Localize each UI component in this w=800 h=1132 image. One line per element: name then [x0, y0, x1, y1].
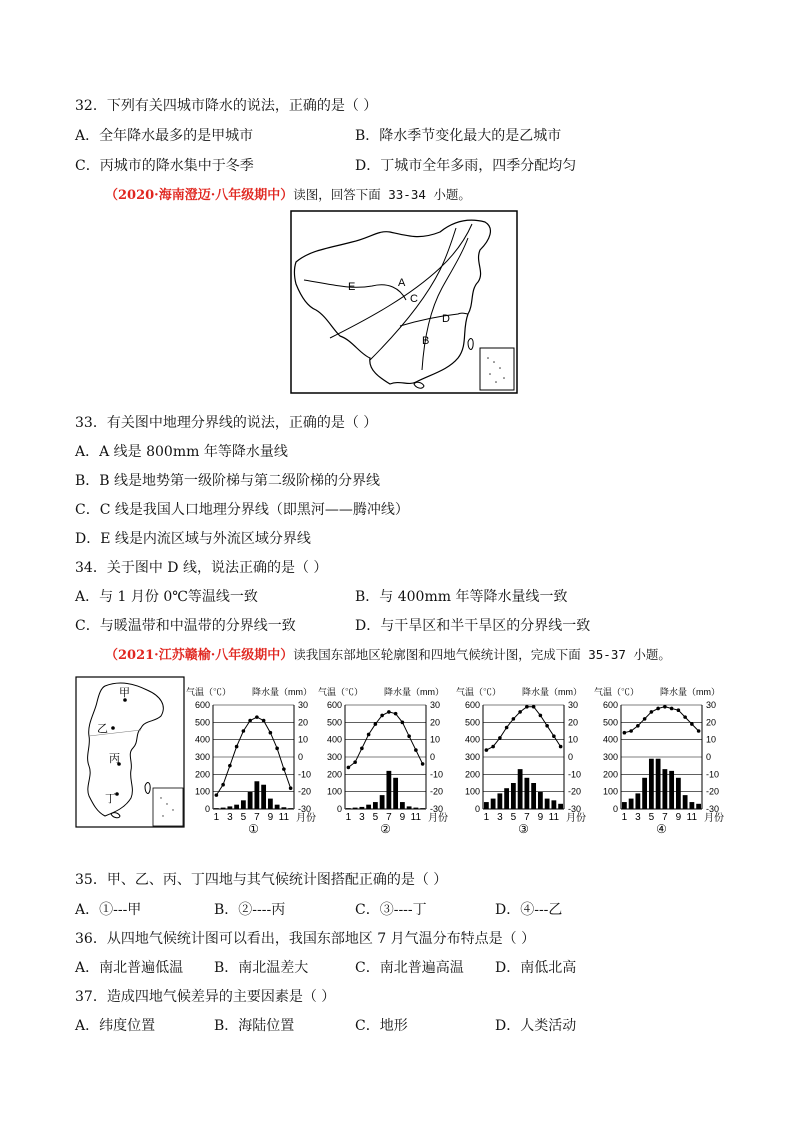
precip-tick-label: 300 [464, 752, 480, 762]
temp-tick-label: 10 [298, 734, 309, 745]
temp-point [539, 714, 543, 718]
precip-tick-label: 200 [464, 769, 480, 780]
precip-tick-label: 300 [194, 752, 210, 762]
temp-tick-label: 10 [568, 734, 579, 745]
precip-bar [622, 802, 627, 809]
precip-bar [545, 799, 550, 809]
temp-point [414, 748, 418, 752]
month-tick-label: 11 [548, 812, 560, 823]
map2-inset [153, 788, 183, 826]
temp-tick-label: 10 [430, 734, 441, 745]
precip-bar [380, 795, 385, 809]
precip-tick-label: 400 [602, 734, 618, 745]
precip-bar [288, 808, 293, 809]
temp-point [512, 717, 516, 721]
temp-point [656, 707, 660, 711]
precip-bar [234, 805, 239, 809]
month-tick-label: 9 [267, 812, 274, 823]
month-tick-label: 11 [410, 812, 422, 823]
month-axis-unit: 月份 [566, 813, 586, 824]
precip-bar [669, 771, 674, 809]
q35-option-d[interactable]: D．④---乙 [495, 902, 563, 918]
precip-bar [373, 802, 378, 809]
precip-tick-label: 200 [326, 769, 342, 780]
temp-point [498, 736, 502, 740]
temp-tick-label: -20 [706, 786, 720, 797]
temp-tick-label: -20 [430, 786, 444, 797]
precip-bar [504, 788, 509, 809]
q32-option-c[interactable]: C．丙城市的降水集中于冬季 [75, 158, 254, 174]
q33-option-d[interactable]: D．E 线是内流区域与外流区域分界线 [75, 531, 311, 547]
climate-chart-svg-1 [186, 683, 316, 843]
temp-tick-label: 30 [298, 700, 309, 710]
precip-bar [629, 799, 634, 809]
temp-point [683, 715, 687, 719]
q35-option-a[interactable]: A．①---甲 [75, 902, 142, 918]
month-tick-label: 7 [662, 812, 668, 823]
temp-line [486, 707, 560, 750]
map2-label-yi: 乙 [97, 723, 108, 735]
temp-axis-title: 气温（℃） [186, 687, 232, 697]
temp-point [289, 786, 293, 790]
temp-point [491, 745, 495, 749]
precip-tick-label: 600 [602, 700, 618, 710]
temp-axis-title: 气温（℃） [456, 687, 502, 697]
temp-point [347, 766, 351, 770]
month-tick-label: 1 [621, 812, 628, 823]
precip-bar [413, 808, 418, 809]
q36-option-a[interactable]: A．南北普遍低温 [75, 960, 184, 976]
temp-point [559, 745, 563, 749]
month-tick-label: 3 [227, 812, 233, 823]
precip-bar [353, 808, 358, 809]
temp-tick-label: 20 [568, 717, 579, 728]
precip-bar [642, 778, 647, 809]
precip-bar [689, 802, 694, 809]
source-note-2 [105, 646, 671, 665]
temp-point [643, 717, 647, 721]
q34-option-d[interactable]: D．与干旱区和半干旱区的分界线一致 [355, 618, 591, 634]
precip-tick-label: 500 [194, 717, 210, 728]
month-tick-label: 1 [483, 812, 490, 823]
temp-point [353, 760, 357, 764]
temp-axis-title: 气温（℃） [318, 687, 364, 697]
temp-point [262, 719, 266, 723]
temp-point [387, 710, 391, 714]
map2-label-jia: 甲 [119, 687, 130, 699]
q32-option-d[interactable]: D．丁城市全年多雨，四季分配均匀 [355, 158, 577, 174]
climate-chart-1 [186, 683, 316, 843]
precip-axis-title: 降水量（mm） [660, 687, 720, 697]
temp-point [275, 747, 279, 751]
climate-chart-2 [318, 683, 448, 843]
precip-bar [400, 802, 405, 809]
source-text-2: 读我国东部地区轮廓图和四地气候统计图，完成下面 35-37 小题。 [293, 647, 671, 662]
precip-bar [656, 759, 661, 809]
precip-bar [221, 808, 226, 809]
temp-line [216, 717, 290, 795]
temp-point [518, 710, 522, 714]
temp-line [624, 707, 698, 733]
temp-point [670, 707, 674, 711]
temp-point [407, 734, 411, 738]
month-tick-label: 7 [386, 812, 392, 823]
temp-point [650, 710, 654, 714]
precip-axis-title: 降水量（mm） [522, 687, 582, 697]
precip-bar [268, 799, 273, 809]
q36-stem: 36．从四地气候统计图可以看出，我国东部地区 7 月气温分布特点是（ ） [75, 931, 536, 947]
temp-tick-label: 30 [706, 700, 717, 710]
precip-tick-label: 300 [602, 752, 618, 762]
precip-tick-label: 0 [612, 804, 618, 814]
precip-tick-label: 200 [602, 769, 618, 780]
month-tick-label: 9 [399, 812, 406, 823]
month-axis-unit: 月份 [428, 813, 448, 824]
temp-point [697, 729, 701, 733]
precip-bar [393, 778, 398, 809]
month-tick-label: 1 [345, 812, 352, 823]
q32-option-a[interactable]: A．全年降水最多的是甲城市 [75, 128, 254, 144]
temp-point [485, 748, 489, 752]
q36-option-c[interactable]: C．南北普遍高温 [355, 960, 464, 976]
precip-bar [538, 792, 543, 809]
city-yi-dot [111, 726, 115, 730]
precip-bar [649, 759, 654, 809]
q33-option-a[interactable]: A．A 线是 800mm 年等降水量线 [75, 444, 288, 460]
precip-tick-label: 400 [464, 734, 480, 745]
q33-option-b[interactable]: B．B 线是地势第一级阶梯与第二级阶梯的分界线 [75, 473, 381, 489]
precip-tick-label: 600 [464, 700, 480, 710]
q34-stem: 34．关于图中 D 线，说法正确的是（ ） [75, 560, 328, 576]
month-tick-label: 5 [372, 812, 379, 823]
temp-tick-label: 30 [568, 700, 579, 710]
temp-tick-label: -30 [430, 804, 444, 814]
precip-axis-title: 降水量（mm） [252, 687, 312, 697]
temp-point [215, 793, 219, 797]
q34-option-a[interactable]: A．与 1 月份 0℃等温线一致 [75, 589, 258, 605]
temp-point [269, 731, 273, 735]
temp-tick-label: -10 [298, 769, 312, 780]
temp-tick-label: 0 [298, 752, 304, 762]
climate-chart-4 [594, 683, 739, 843]
q35-option-c[interactable]: C．③----丁 [355, 902, 427, 918]
month-tick-label: 3 [635, 812, 641, 823]
precip-bar [696, 804, 701, 809]
precip-tick-label: 100 [602, 786, 618, 797]
precip-tick-label: 200 [194, 769, 210, 780]
temp-tick-label: 20 [298, 717, 309, 728]
precip-bar [531, 783, 536, 809]
climate-chart-svg-3 [456, 683, 586, 843]
map2-label-ding: 丁 [105, 793, 116, 805]
east-china-map-figure [75, 676, 185, 828]
temp-point [401, 721, 405, 725]
q36-option-d[interactable]: D．南低北高 [495, 960, 577, 976]
q32-option-b[interactable]: B．降水季节变化最大的是乙城市 [355, 128, 562, 144]
precip-tick-label: 300 [326, 752, 342, 762]
precip-bar [635, 793, 640, 809]
precip-bar [407, 806, 412, 809]
month-tick-label: 11 [278, 812, 290, 823]
month-axis-unit: 月份 [704, 813, 724, 824]
q37-option-a[interactable]: A．纬度位置 [75, 1018, 156, 1034]
precip-bar [281, 807, 286, 809]
month-tick-label: 7 [524, 812, 530, 823]
temp-tick-label: 0 [430, 752, 436, 762]
temp-tick-label: -30 [706, 804, 720, 814]
precip-bar [511, 783, 516, 809]
q33-stem: 33．有关图中地理分界线的说法，正确的是（ ） [75, 415, 378, 431]
climate-chart-3 [456, 683, 586, 843]
month-tick-label: 11 [686, 812, 698, 823]
temp-point [374, 722, 378, 726]
precip-tick-label: 0 [336, 804, 342, 814]
temp-point [629, 729, 633, 733]
temp-point [552, 734, 556, 738]
map2-label-bing: 丙 [109, 753, 120, 765]
south-china-sea-inset [480, 348, 514, 390]
temp-point [360, 747, 364, 751]
precip-bar [420, 808, 425, 809]
temp-tick-label: 10 [706, 734, 717, 745]
east-china-map-svg [75, 676, 185, 828]
precip-tick-label: 0 [474, 804, 480, 814]
precip-bar [676, 778, 681, 809]
month-tick-label: 7 [254, 812, 260, 823]
q32-stem: 32．下列有关四城市降水的说法，正确的是（ ） [75, 98, 378, 114]
temp-point [221, 783, 225, 787]
temp-point [380, 714, 384, 718]
china-map-svg [290, 210, 518, 394]
temp-axis-title: 气温（℃） [594, 687, 640, 697]
precip-bar [683, 795, 688, 809]
source-note-1 [105, 186, 471, 205]
precip-bar [484, 802, 489, 809]
temp-point [525, 705, 529, 709]
temp-point [690, 722, 694, 726]
precip-tick-label: 400 [326, 734, 342, 745]
q34-option-b[interactable]: B．与 400mm 年等降水量线一致 [355, 589, 568, 605]
climate-chart-svg-2 [318, 683, 448, 843]
precip-bar [386, 771, 391, 809]
temp-tick-label: 0 [706, 752, 712, 762]
precip-bar [518, 769, 523, 809]
map-label-a: A [398, 277, 406, 289]
precip-tick-label: 100 [194, 786, 210, 797]
precip-bar [491, 799, 496, 809]
temp-point [505, 726, 509, 730]
precip-bar [359, 807, 364, 809]
month-tick-label: 9 [537, 812, 544, 823]
temp-tick-label: -20 [568, 786, 582, 797]
china-map-figure [290, 210, 518, 394]
precip-bar [275, 805, 280, 809]
precip-bar [497, 793, 502, 809]
climate-chart-svg-4 [594, 683, 739, 843]
month-tick-label: 5 [510, 812, 517, 823]
q36-option-b[interactable]: B．南北温差大 [214, 960, 309, 976]
temp-tick-label: 0 [568, 752, 574, 762]
temp-tick-label: -30 [568, 804, 582, 814]
map-label-b: B [422, 335, 430, 347]
temp-point [255, 715, 259, 719]
temp-tick-label: -10 [568, 769, 582, 780]
month-axis-unit: 月份 [296, 813, 316, 824]
precip-bar [662, 769, 667, 809]
q35-stem: 35．甲、乙、丙、丁四地与其气候统计图搭配正确的是（ ） [75, 872, 448, 888]
precip-bar [261, 785, 266, 809]
temp-tick-label: 30 [430, 700, 441, 710]
precip-bar [227, 806, 232, 809]
chart-number-label: ① [248, 822, 259, 836]
precip-tick-label: 500 [602, 717, 618, 728]
q37-option-b[interactable]: B．海陆位置 [214, 1018, 295, 1034]
precip-bar [558, 804, 563, 809]
temp-point [394, 712, 398, 716]
precip-tick-label: 500 [464, 717, 480, 728]
temp-point [545, 724, 549, 728]
month-tick-label: 5 [648, 812, 655, 823]
source-text-1: 读图，回答下面 33-34 小题。 [293, 187, 471, 202]
precip-tick-label: 100 [326, 786, 342, 797]
precip-bar [524, 778, 529, 809]
precip-tick-label: 100 [464, 786, 480, 797]
month-tick-label: 9 [675, 812, 682, 823]
map-label-d: D [442, 313, 450, 325]
precip-tick-label: 600 [326, 700, 342, 710]
q37-option-d[interactable]: D．人类活动 [495, 1018, 577, 1034]
month-tick-label: 3 [497, 812, 503, 823]
precip-bar [551, 800, 556, 809]
temp-point [242, 729, 246, 733]
chart-number-label: ④ [656, 822, 667, 836]
precip-bar [254, 781, 259, 809]
temp-tick-label: -30 [298, 804, 312, 814]
precip-tick-label: 600 [194, 700, 210, 710]
temp-point [663, 705, 667, 709]
precip-bar [366, 805, 371, 809]
source-tag-2: （2021·江苏赣榆·八年级期中） [105, 648, 294, 663]
precip-tick-label: 0 [204, 804, 210, 814]
q37-stem: 37．造成四地气候差异的主要因素是（ ） [75, 989, 336, 1005]
precip-bar [248, 792, 253, 809]
q35-option-b[interactable]: B．②----丙 [214, 902, 286, 918]
temp-point [228, 764, 232, 768]
temp-point [235, 745, 239, 749]
precip-tick-label: 500 [326, 717, 342, 728]
temp-point [367, 733, 371, 737]
month-tick-label: 5 [240, 812, 247, 823]
precip-tick-label: 400 [194, 734, 210, 745]
month-tick-label: 1 [213, 812, 220, 823]
precip-bar [346, 808, 351, 809]
temp-tick-label: -20 [298, 786, 312, 797]
temp-point [636, 724, 640, 728]
map-label-c: C [410, 293, 418, 305]
temp-point [623, 731, 627, 735]
map-label-e: E [348, 281, 356, 293]
q33-option-c[interactable]: C．C 线是我国人口地理分界线（即黑河——腾冲线） [75, 502, 409, 518]
temp-point [282, 767, 286, 771]
source-tag-1: （2020·海南澄迈·八年级期中） [105, 188, 294, 203]
temp-point [677, 708, 681, 712]
precip-bar [241, 800, 246, 809]
temp-point [248, 719, 252, 723]
chart-number-label: ② [380, 822, 391, 836]
temp-point [532, 705, 536, 709]
temp-tick-label: 20 [430, 717, 441, 728]
temp-point [421, 762, 425, 766]
precip-bar [214, 808, 219, 809]
chart-number-label: ③ [518, 822, 529, 836]
month-tick-label: 3 [359, 812, 365, 823]
temp-tick-label: 20 [706, 717, 717, 728]
temp-tick-label: -10 [430, 769, 444, 780]
q37-option-c[interactable]: C．地形 [355, 1018, 408, 1034]
temp-tick-label: -10 [706, 769, 720, 780]
q34-option-c[interactable]: C．与暖温带和中温带的分界线一致 [75, 618, 296, 634]
precip-axis-title: 降水量（mm） [384, 687, 444, 697]
